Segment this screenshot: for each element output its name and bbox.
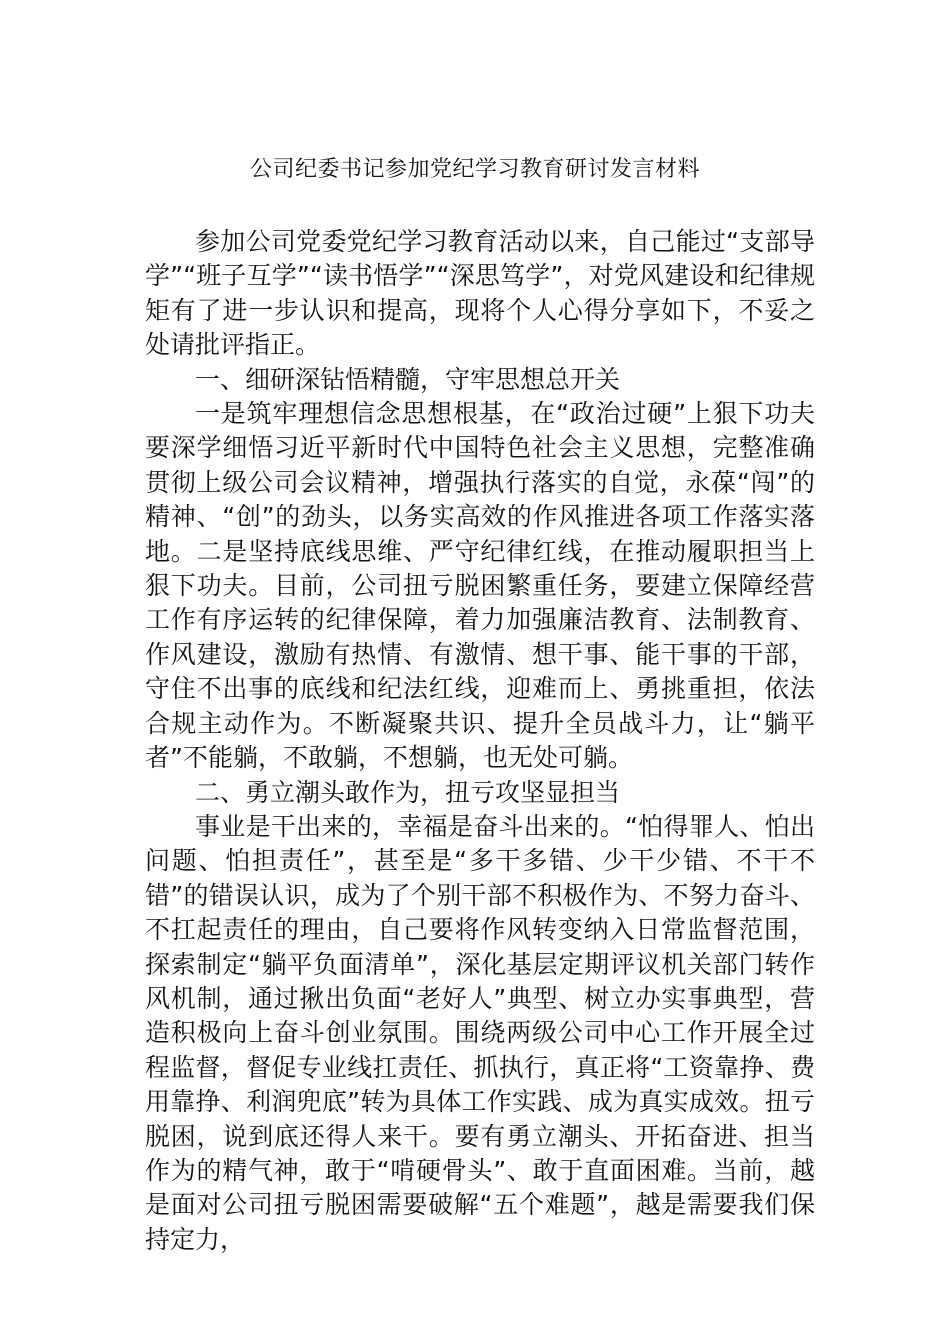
document-title: 公司纪委书记参加党纪学习教育研讨发言材料 — [249, 157, 700, 182]
section-1-paragraph: 一是筑牢理想信念思想根基，在“政治过硬”上狠下功夫要深学细悟习近平新时代中国特色社会主义思想，完整准确贯彻上级公司会议精神，增强执行落实的自觉，永葆“闯”的精神、“创”的劲头，以务实高效的作风推进各项工作落实落地。二是坚持底线思维、严守纪律红线，在推动履职担当上狠下功夫。目前，公司扭亏脱困繁重任务，要建立保障经营工作有序运转的纪律保障，着力加强廉洁教育、法制教育、作风建设，激励有热情、有激情、想干事、能干事的干部，守住不出事的底线和纪法红线，迎难而上、勇挑重担，依法合规主动作为。不断凝聚共识、提升全员战斗力，让“躺平者”不能躺，不敢躺，不想躺，也无处可躺。 — [145, 399, 815, 773]
section-heading-2: 二、勇立潮头敢作为，扭亏攻坚显担当 — [195, 777, 621, 807]
document-body — [145, 225, 815, 1257]
section-2-paragraph: 事业是干出来的，幸福是奋斗出来的。“怕得罪人、怕出问题、怕担责任”，甚至是“多干多错、少干少错、不干不错”的错误认识，成为了个别干部不积极作为、不努力奋斗、不扛起责任的理由，自己要将作风转变纳入日常监督范围，探索制定“躺平负面清单”，深化基层定期评议机关部门转作风机制，通过揪出负面“老好人”典型、树立办实事典型，营造积极向上奋斗创业氛围。围绕两级公司中心工作开展全过程监督，督促专业线扛责任、抓执行，真正将“工资靠挣、费用靠挣、利润兜底”转为具体工作实践、成为真实成效。扭亏脱困，说到底还得人来干。要有勇立潮头、开拓奋进、担当作为的精气神，敢于“啃硬骨头”、敢于直面困难。当前，越是面对公司扭亏脱困需要破解“五个难题”，越是需要我们保持定力， — [145, 811, 815, 1254]
intro-paragraph: 参加公司党委党纪学习教育活动以来，自己能过“支部导学”“班子互学”“读书悟学”“深思笃学”，对党风建设和纪律规矩有了进一步认识和提高，现将个人心得分享如下，不妥之处请批评指正。 — [145, 227, 815, 360]
section-heading-1: 一、细研深钻悟精髓，守牢思想总开关 — [195, 364, 621, 394]
